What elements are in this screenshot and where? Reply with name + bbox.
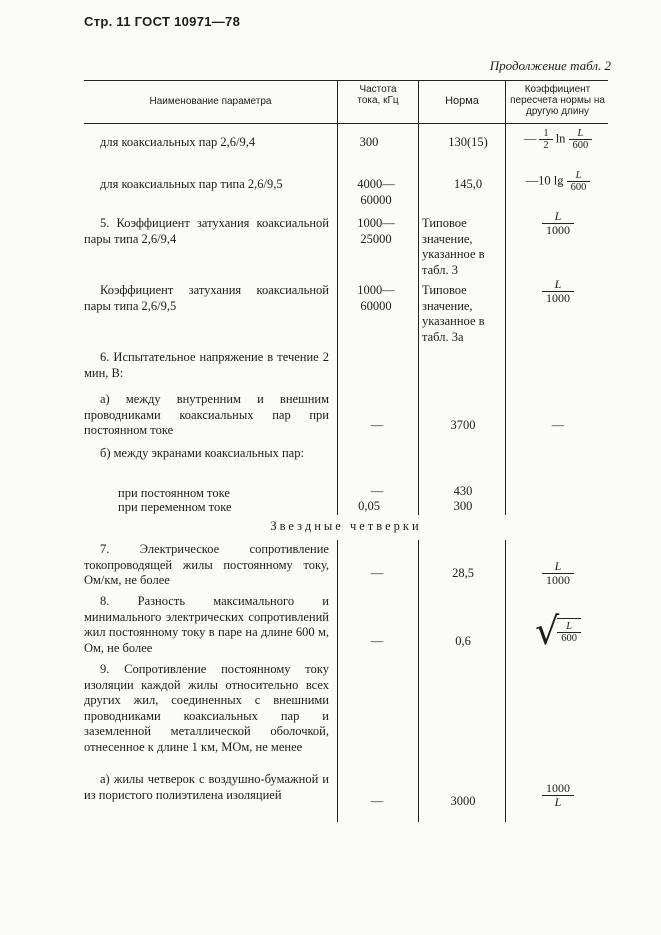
sqrt-icon: √ $\frac{L}{600}$ (535, 612, 581, 650)
column-header-norm: Норма (445, 95, 479, 107)
param-coax-2695: для коаксиальных пар типа 2,6/9,5 (100, 177, 283, 191)
freq-r2: 4000—60000 (357, 177, 395, 207)
page-header: Стр. 11 ГОСТ 10971—78 (84, 14, 241, 29)
norm-r8: 430 (453, 484, 473, 498)
freq-r3: 1000—25000 (357, 216, 395, 246)
column-divider-1-body (337, 123, 338, 515)
norm-r1: 130(15) (448, 135, 488, 149)
coef-r11 (508, 609, 608, 653)
freq-r1: 300 (359, 135, 379, 149)
param-test-voltage: 6. Испытательное напряжение в течение 2 мин, В: (84, 350, 329, 380)
param-attenuation-2695: Коэффициент затухания коаксиальной пары типа 2,6/9,5 (84, 283, 329, 313)
param-air-paper-insulation: а) жилы четверок с воздушно-бумажной и из пористого полиэтилена изоляцией (84, 772, 329, 802)
column-divider-1 (337, 80, 338, 123)
table-continuation-label: Продолжение табл. 2 (489, 58, 611, 73)
param-between-screens: б) между экранами коаксиальных пар: (100, 446, 304, 460)
param-conductor-resistance: 7. Электрическое сопротивление токопроводящей жилы постоянному току, Ом/км, не более (84, 542, 329, 587)
freq-r11: — (370, 634, 384, 648)
norm-r6: 3700 (450, 418, 476, 432)
column-divider-1-lower (337, 540, 338, 822)
column-divider-2-body (418, 123, 419, 515)
section-title-star-quads: Звездные четверки (270, 519, 422, 533)
coef-r10: $\frac{L}{1000}$ (508, 560, 608, 587)
coef-r13: $\frac{1000}{L}$ (508, 782, 608, 809)
freq-r9: 0,05 (358, 499, 380, 513)
column-divider-3-lower (505, 540, 506, 822)
norm-r3: Типовое значение, указанное в табл. 3 (422, 216, 485, 277)
coef-r3: $\frac{L}{1000}$ (508, 210, 608, 237)
param-insulation-resistance: 9. Сопротивление постоянному току изоляции каждой жилы относительно всех других жил, соединенных с внешними проводниками коаксиальных пар и заземленной металлической оболочкой, отнесенное к длине 1 км, МОм, не менее (84, 662, 329, 754)
freq-r6: — (370, 418, 384, 432)
freq-r10: — (370, 566, 384, 580)
param-attenuation-2694: 5. Коэффициент затухания коаксиальной пары типа 2,6/9,4 (84, 216, 329, 246)
param-ac: при переменном токе (118, 500, 232, 514)
param-dc: при постоянном токе (118, 486, 230, 500)
norm-r2: 145,0 (453, 177, 483, 191)
coef-r2: —10 lg $\frac{L}{600}$ (508, 170, 608, 193)
column-divider-2-lower (418, 540, 419, 822)
norm-r13: 3000 (450, 794, 476, 808)
column-header-coef: Коэффициент пересчета нормы на другую длину (510, 84, 605, 117)
norm-r4: Типовое значение, указанное в табл. 3а (422, 283, 485, 344)
column-header-freq: Частота тока, кГц (357, 84, 399, 106)
freq-r4: 1000—60000 (357, 283, 395, 313)
table-header-rule (84, 123, 608, 124)
column-header-param: Наименование параметра (149, 96, 272, 107)
param-resistance-difference: 8. Разность максимального и минимального электрических сопротивлений жил постоянному току в паре на длине 600 м, Ом, не более (84, 594, 329, 655)
column-divider-3 (505, 80, 506, 123)
norm-r10: 28,5 (452, 566, 474, 580)
norm-r9: 300 (453, 499, 473, 513)
coef-r4: $\frac{L}{1000}$ (508, 278, 608, 305)
table-top-rule (84, 80, 608, 81)
freq-r8: — (370, 484, 384, 498)
coef-r1: — $\frac{1}{2}$ ln $\frac{L}{600}$ (508, 128, 608, 151)
param-coax-2694: для коаксиальных пар 2,6/9,4 (100, 135, 256, 149)
norm-r11: 0,6 (455, 634, 471, 648)
freq-r13: — (370, 794, 384, 808)
param-between-conductors: а) между внутренним и внешним проводниками коаксиальных пар при постоянном токе (84, 392, 329, 437)
coef-r6: — (551, 418, 565, 432)
